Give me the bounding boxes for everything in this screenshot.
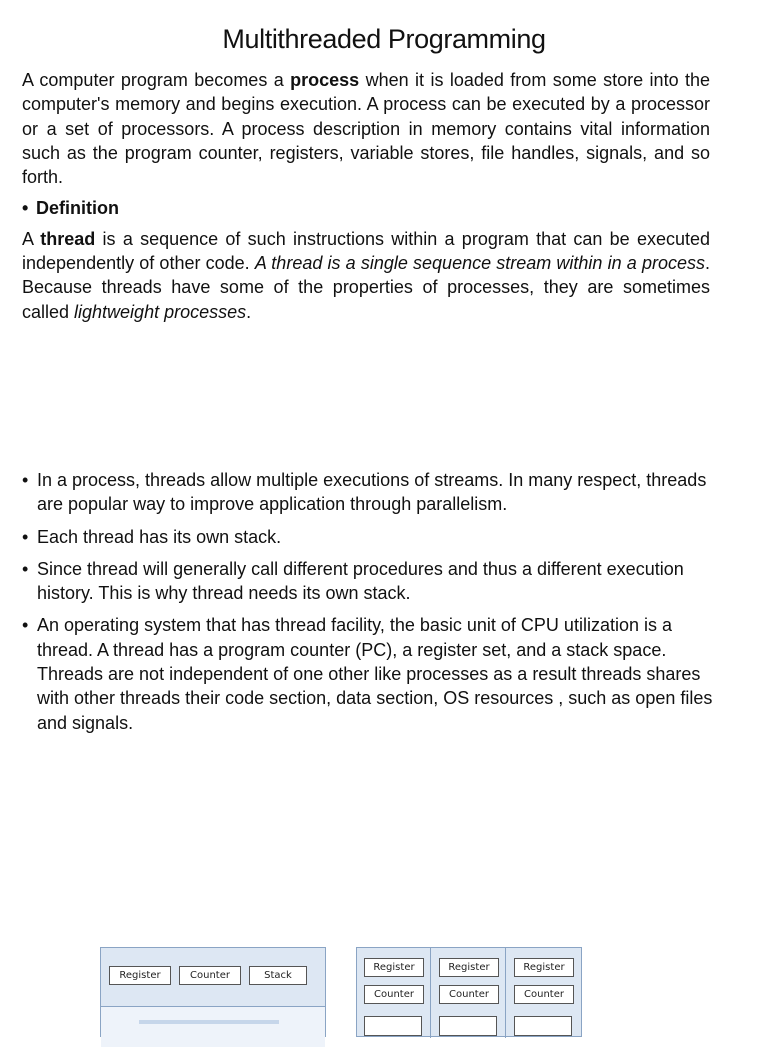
bullet-item bbox=[22, 613, 722, 734]
bullet-item bbox=[22, 525, 722, 549]
intro-text-end: when it is loaded from some store into the computer's memory and begins execution. A process can be executed by a processor or a set of processors. A process description in memory contains vital information such as the program counter, registers, variable stores, file handles, signals, and so forth. bbox=[22, 70, 711, 188]
definition-heading bbox=[22, 196, 710, 220]
definition-heading-text: Definition bbox=[36, 198, 119, 219]
intro-text-start: A computer program becomes a bbox=[22, 70, 291, 90]
counter-box: Counter bbox=[439, 985, 499, 1004]
intro-bold-process: process bbox=[290, 70, 360, 90]
register-box: Register bbox=[514, 958, 574, 977]
register-box: Register bbox=[109, 966, 171, 985]
thread-column bbox=[357, 948, 431, 1038]
code-data-panel bbox=[101, 1007, 325, 1047]
bullet-text: An operating system that has thread facility, the basic unit of CPU utilization is a thread. A thread has a program counter (PC), a register set, and a stack space. Threads are not independent of one other like processes as a result threads shares with other threads their code section, data section, OS resources , such as open files and signals. bbox=[37, 615, 713, 733]
counter-box: Counter bbox=[364, 985, 424, 1004]
stack-box bbox=[514, 1016, 572, 1036]
intro-section bbox=[22, 68, 710, 324]
bullet-item bbox=[22, 468, 722, 517]
bullet-dot: • bbox=[22, 558, 29, 579]
definition-bold-thread: thread bbox=[40, 228, 96, 249]
definition-text-a: A bbox=[22, 228, 41, 249]
definition-paragraph bbox=[22, 227, 710, 324]
page-title: Multithreaded Programming bbox=[222, 24, 546, 54]
single-thread-box-row bbox=[109, 966, 307, 985]
bullet-text: Each thread has its own stack. bbox=[37, 526, 282, 547]
definition-text-c: . Because threads have some of the properties of processes, they are sometimes called bbox=[22, 253, 710, 322]
intro-paragraph bbox=[22, 68, 710, 189]
counter-box: Counter bbox=[179, 966, 241, 985]
stack-box bbox=[439, 1016, 497, 1036]
bullet-text: In a process, threads allow multiple executions of streams. In many respect, threads are popular way to improve application through parallelism. bbox=[37, 470, 707, 515]
thread-column bbox=[507, 948, 581, 1038]
register-box: Register bbox=[439, 958, 499, 977]
stack-box: Stack bbox=[249, 966, 307, 985]
bullet-dot: • bbox=[22, 526, 29, 547]
thread-column bbox=[432, 948, 506, 1038]
bullet-text: Since thread will generally call different procedures and thus a different execution history. This is why thread needs its own stack. bbox=[37, 558, 684, 604]
stack-box bbox=[364, 1016, 422, 1036]
bullet-dot: • bbox=[22, 470, 29, 490]
definition-text-d: . bbox=[246, 301, 252, 322]
definition-italic-term: lightweight processes bbox=[74, 301, 247, 322]
thread-bullet-list bbox=[22, 468, 722, 743]
definition-bullet: • bbox=[22, 198, 29, 219]
bullet-item bbox=[22, 557, 722, 606]
register-box: Register bbox=[364, 958, 424, 977]
definition-italic-sentence: A thread is a single sequence stream within in a process bbox=[254, 253, 705, 274]
definition-text-b: is a sequence of such instructions within a program that can be executed independently of other code. bbox=[22, 228, 710, 274]
counter-box: Counter bbox=[514, 985, 574, 1004]
bullet-dot: • bbox=[22, 615, 29, 636]
code-strip bbox=[139, 1020, 279, 1024]
